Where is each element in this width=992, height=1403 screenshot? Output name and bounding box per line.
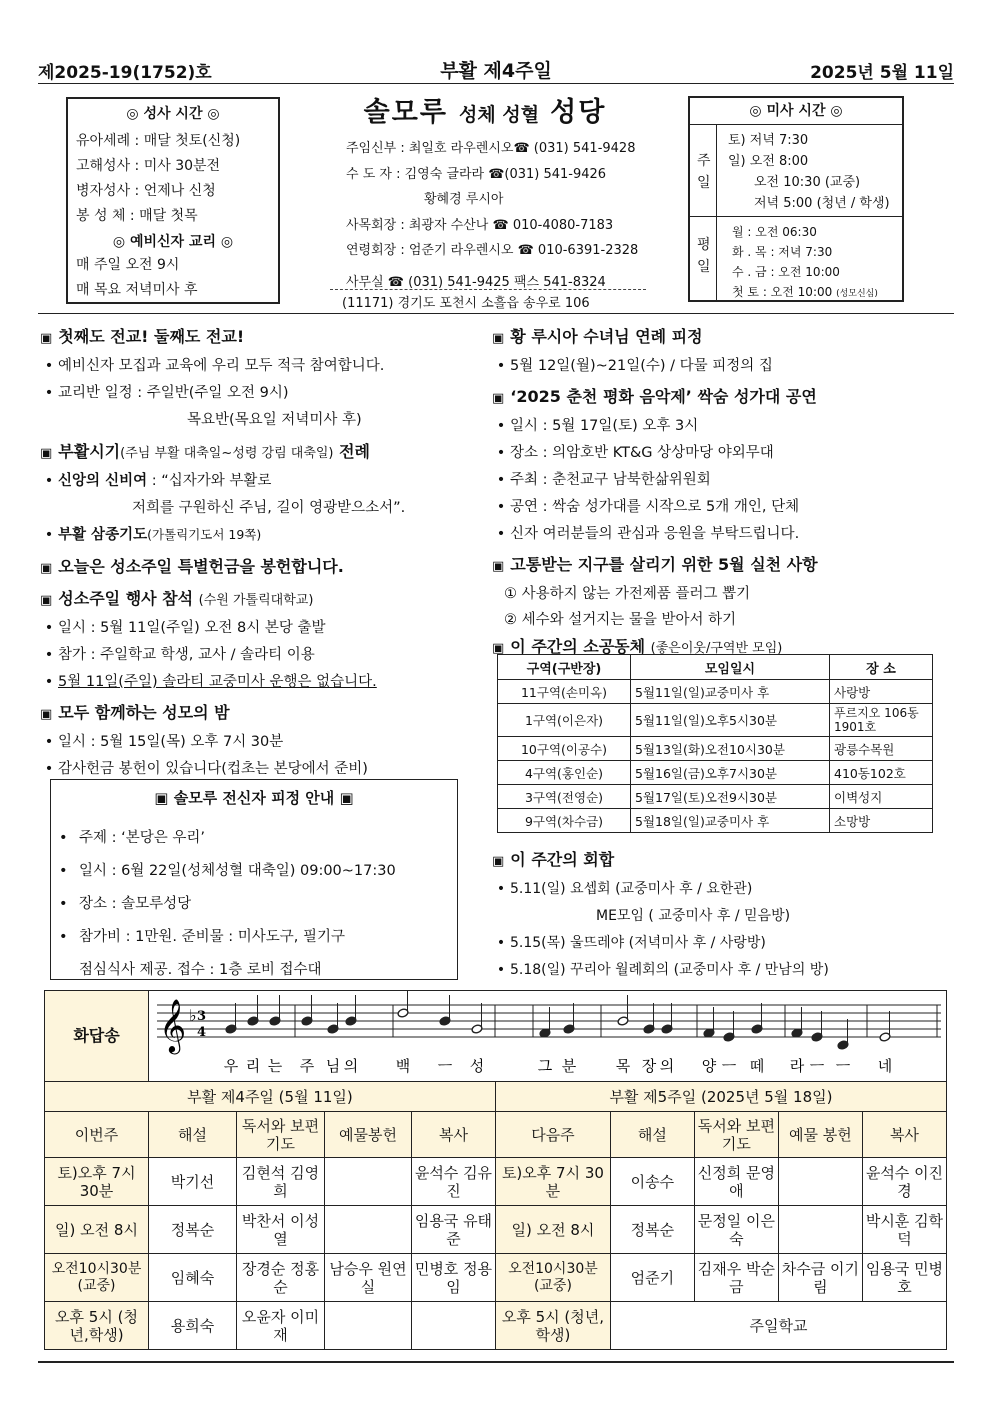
- lyric-syllable: 라: [789, 1057, 805, 1075]
- lyric-syllable: 리: [245, 1057, 261, 1075]
- list-item: • 주최 : 춘천교구 남북한삶위원회: [496, 472, 711, 488]
- table-cell: [411, 1302, 495, 1350]
- page-title: 부활 제4주일: [440, 60, 552, 82]
- table-cell: 5월11일(일)오후5시30분: [631, 704, 830, 737]
- list-item: ② 세수와 설거지는 물을 받아서 하기: [504, 612, 737, 628]
- mass-time: 수 . 금 : 오전 10:00: [732, 265, 840, 279]
- lyric-syllable: 의: [343, 1057, 359, 1075]
- lyric-syllable: 네: [877, 1057, 893, 1075]
- lyric-syllable: 성: [469, 1057, 485, 1075]
- column-header: 다음주: [495, 1112, 610, 1158]
- table-cell: 장경순 정홍순: [236, 1254, 324, 1302]
- mass-time: 일) 오전 8:00: [728, 154, 809, 169]
- psalm-score: [149, 991, 945, 1081]
- table-row: [498, 809, 933, 833]
- vocation-offering-title: ▣ 오늘은 성소주일 특별헌금을 봉헌합니다.: [40, 557, 344, 576]
- lyric-syllable: 양: [701, 1057, 717, 1075]
- table-row: [498, 761, 933, 785]
- table-cell: 민병호 정용임: [411, 1254, 495, 1302]
- table-row: [45, 1254, 947, 1302]
- nun-line-2: 황혜경 루시아: [424, 192, 504, 207]
- time-cell: 오후 5시 (청년,학생): [495, 1302, 610, 1350]
- lyric-syllable: ㅡ: [835, 1057, 851, 1075]
- table-cell: 정복순: [149, 1206, 237, 1254]
- parish-name-end: 성당: [550, 97, 607, 128]
- table-cell: [324, 1302, 411, 1350]
- weekday-label: [697, 234, 711, 278]
- marian-night-title: ▣ 모두 함께하는 성모의 밤: [40, 703, 230, 722]
- table-row: [498, 785, 933, 809]
- table-cell: 김재우 박순금: [694, 1254, 778, 1302]
- table-cell: 4구역(홍인순): [498, 761, 631, 785]
- lyric-syllable: ㅡ: [721, 1057, 737, 1075]
- list-item: • 신자 여러분들의 관심과 응원을 부탁드립니다.: [496, 526, 800, 542]
- time-cell: 일) 오전 8시: [495, 1206, 610, 1254]
- weekday-times: [732, 222, 878, 304]
- section-rule: [38, 313, 954, 314]
- time-signature-top: 3: [197, 1009, 207, 1024]
- table-cell: 이송수: [610, 1158, 694, 1206]
- table-cell: 5월16일(금)오후7시30분: [631, 761, 830, 785]
- office-line: 사무실 ☎ (031) 541-9425 팩스 541-8324: [346, 274, 606, 290]
- table-cell: 5월17일(토)오전9시30분: [631, 785, 830, 809]
- list-item: • 예비신자 모집과 교육에 우리 모두 적극 참여합니다.: [44, 358, 385, 374]
- table-cell: [324, 1206, 411, 1254]
- table-cell: 5월13일(화)오전10시30분: [631, 737, 830, 761]
- issue-date: 2025년 5월 11일: [810, 63, 954, 83]
- table-cell: 박찬서 이성열: [236, 1206, 324, 1254]
- column-header: 해설: [149, 1112, 237, 1158]
- sacrament-item: 병자성사 : 언제나 신청: [76, 183, 216, 199]
- vocation-event-title: ▣ 성소주일 행사 참석 (수원 가톨릭대학교): [40, 589, 314, 608]
- time-cell: 오전10시30분 (교중): [495, 1254, 610, 1302]
- parish-name: [290, 90, 680, 129]
- sacrament-item: 유아세례 : 매달 첫토(신청): [76, 133, 241, 149]
- table-cell: [778, 1158, 862, 1206]
- pastor-line: 주임신부 : 최일호 라우렌시오☎ (031) 541-9428: [346, 141, 636, 156]
- table-header: [498, 655, 933, 680]
- table-cell: 차수금 이기림: [778, 1254, 862, 1302]
- catechumen-list: [76, 253, 278, 303]
- column-header: 이번주: [45, 1112, 149, 1158]
- list-item: ① 사용하지 않는 가전제품 플러그 뽑기: [504, 586, 751, 602]
- list-item: • 일시 : 5월 17일(토) 오후 3시: [496, 418, 699, 434]
- music-festival-title: ▣ ‘2025 춘천 평화 음악제’ 싹숨 성가대 공연: [492, 387, 817, 406]
- mass-time: 저녁 5:00 (청년 / 학생): [754, 196, 890, 211]
- meetings-title: ▣ 이 주간의 회합: [492, 850, 615, 869]
- mass-label-divider: [716, 124, 717, 300]
- list-item: • 5월 12일(월)~21일(수) / 다물 피정의 집: [496, 358, 773, 374]
- column-header: 구역(구반장): [498, 655, 631, 680]
- column-header-row: [45, 1112, 947, 1158]
- lyric-syllable: 의: [659, 1057, 675, 1075]
- council-line: 사목회장 : 최광자 수산나 ☎ 010-4080-7183: [346, 217, 614, 233]
- table-cell: 신정희 문영애: [694, 1158, 778, 1206]
- parish-contacts: [346, 136, 638, 295]
- easter-season-title: ▣ 부활시기(주님 부활 대축일~성령 강림 대축일) 전례: [40, 442, 371, 461]
- table-cell: [324, 1158, 411, 1206]
- funeral-line: 연령회장 : 엄준기 라우렌시오 ☎ 010-6391-2328: [346, 243, 639, 258]
- list-item: • 주제 : ‘본당은 우리’: [59, 830, 205, 846]
- sacraments-list: [76, 129, 278, 229]
- table-cell: 10구역(이공수): [498, 737, 631, 761]
- table-cell: 문정일 이은숙: [694, 1206, 778, 1254]
- table-cell: 사랑방: [830, 680, 933, 704]
- column-header: 모임일시: [631, 655, 830, 680]
- list-item: • 교리반 일정 : 주일반(주일 오전 9시): [44, 385, 289, 401]
- list-item: • 일시 : 5월 15일(목) 오후 7시 30분: [44, 734, 284, 750]
- footer-rule: [38, 1361, 954, 1363]
- table-row: [498, 680, 933, 704]
- table-row: [45, 1158, 947, 1206]
- lyric-syllable: 목: [615, 1057, 631, 1075]
- lyric-syllable: 는: [267, 1057, 283, 1075]
- list-item-cont: 목요반(목요일 저녁미사 후): [187, 412, 362, 428]
- lyric-syllable: 님: [325, 1057, 341, 1075]
- mass-time: 오전 10:30 (교중): [754, 175, 861, 190]
- catechumen-title: ◎ 예비신자 교리 ◎: [112, 234, 234, 250]
- list-item: • 5.15(목) 울뜨레야 (저녁미사 후 / 사랑방): [496, 935, 766, 951]
- treble-clef-icon: 𝄞: [159, 998, 187, 1052]
- time-signature-bottom: 4: [197, 1025, 207, 1040]
- retreat-box: [50, 779, 458, 980]
- time-cell: 토)오후 7시 30분: [495, 1158, 610, 1206]
- table-cell: 5월11일(일)교중미사 후: [631, 680, 830, 704]
- column-header: 해설: [610, 1112, 694, 1158]
- week-right-header: 부활 제5주일 (2025년 5월 18일): [495, 1082, 946, 1112]
- lyric-syllable: ㅡ: [809, 1057, 825, 1075]
- parish-name-main: 솔모루: [363, 97, 448, 128]
- list-item-cont: ME모임 ( 교중미사 후 / 믿음방): [596, 908, 791, 924]
- list-item: • 5.18(일) 꾸리아 월례회의 (교중미사 후 / 만남의 방): [496, 962, 829, 978]
- time-cell: 오후 5시 (청년,학생): [45, 1302, 149, 1350]
- column-header: 독서와 보편기도: [236, 1112, 324, 1158]
- retreat-title: ▣ 솔모루 전신자 피정 안내 ▣: [154, 789, 354, 807]
- lyric-syllable: 분: [561, 1057, 577, 1075]
- week-header-row: [45, 1082, 947, 1112]
- lyric-syllable: 장: [641, 1057, 657, 1075]
- table-cell: 1구역(이은자): [498, 704, 631, 737]
- table-cell: 남승우 원연실: [324, 1254, 411, 1302]
- lyric-syllable: 우: [223, 1057, 239, 1075]
- list-item: • 공연 : 싹숨 성가대를 시작으로 5개 개인, 단체: [496, 499, 800, 515]
- table-cell: 9구역(차수금): [498, 809, 631, 833]
- column-header: 독서와 보편기도: [694, 1112, 778, 1158]
- list-item: • 장소 : 의암호반 KT&G 상상마당 야외무대: [496, 445, 774, 461]
- lyric-syllable: 주: [299, 1057, 315, 1075]
- nun-line: 수 도 자 : 김영숙 글라라 ☎(031) 541-9426: [346, 166, 607, 182]
- mass-note: (성모신심): [836, 289, 878, 299]
- list-item: • 5.11(일) 요셉회 (교중미사 후 / 요한관): [496, 881, 753, 897]
- sacraments-box: [66, 97, 280, 304]
- address-divider: [330, 289, 646, 290]
- table-cell: 오윤자 이미재: [236, 1302, 324, 1350]
- column-header: 장 소: [830, 655, 933, 680]
- sunday-label-1: 주: [697, 153, 711, 169]
- sunday-label-2: 일: [697, 175, 711, 191]
- mass-time: 토) 저녁 7:30: [728, 133, 809, 148]
- list-item: • 감사헌금 봉헌이 있습니다(컵초는 본당에서 준비): [44, 761, 368, 777]
- flat-icon: ♭: [189, 1006, 197, 1025]
- table-cell: 5월18일(일)교중미사 후: [631, 809, 830, 833]
- table-cell: [778, 1206, 862, 1254]
- table-row: [498, 704, 933, 737]
- small-community-title: ▣ 이 주간의 소공동체 (좋은이웃/구역반 모임): [492, 637, 783, 656]
- table-cell: 푸르지오 106동1901호: [830, 704, 933, 737]
- table-cell: 박시훈 김학덕: [862, 1206, 946, 1254]
- meetings-section: [492, 847, 952, 979]
- right-column: [492, 324, 952, 657]
- mass-box: [688, 96, 904, 302]
- list-item: • 일시 : 5월 11일(주일) 오전 8시 본당 출발: [44, 620, 326, 636]
- psalm-staff-cell: [149, 991, 947, 1082]
- catechumen-item: 매 목요 저녁미사 후: [76, 282, 198, 298]
- table-row: [45, 1206, 947, 1254]
- list-item: • 신앙의 신비여 : “십자가와 부활로: [44, 473, 272, 489]
- time-cell: 일) 오전 8시: [45, 1206, 149, 1254]
- list-item: • 장소 : 솔모루성당: [59, 896, 192, 912]
- column-header: 예물 봉헌: [778, 1112, 862, 1158]
- weekday-label-1: 평: [697, 237, 711, 253]
- column-header: 복사: [411, 1112, 495, 1158]
- table-cell: 임용국 민병호: [862, 1254, 946, 1302]
- table-cell: 11구역(손미옥): [498, 680, 631, 704]
- catechumen-item: 매 주일 오전 9시: [76, 257, 180, 273]
- sacraments-title: ◎ 성사 시간 ◎: [126, 106, 220, 122]
- sacrament-item: 고해성사 : 미사 30분전: [76, 158, 221, 174]
- list-item: • 5월 11일(주일) 솔라티 교중미사 운행은 없습니다.: [44, 674, 377, 690]
- list-item: • 일시 : 6월 22일(성체성혈 대축일) 09:00~17:30: [59, 863, 396, 879]
- table-row: [45, 1302, 947, 1350]
- left-column: [40, 324, 485, 778]
- weekday-label-2: 일: [697, 259, 711, 275]
- table-cell: 정복순: [610, 1206, 694, 1254]
- time-cell: 토)오후 7시 30분: [45, 1158, 149, 1206]
- community-table: [497, 654, 933, 833]
- list-item-cont: 저희를 구원하신 주님, 길이 영광받으소서”.: [132, 500, 406, 516]
- psalm-row: [45, 991, 947, 1082]
- table-cell: 주일학교: [610, 1302, 946, 1350]
- mass-section-divider: [690, 216, 902, 217]
- table-cell: 용희숙: [149, 1302, 237, 1350]
- lyric-syllable: 그: [537, 1057, 553, 1075]
- list-item: • 부활 삼종기도(가톨릭기도서 19쪽): [44, 527, 262, 543]
- time-cell: 오전10시30분 (교중): [45, 1254, 149, 1302]
- lyric-syllable: 떼: [749, 1057, 765, 1075]
- list-item: • 참가비 : 1만원. 준비물 : 미사도구, 필기구: [59, 929, 345, 945]
- table-cell: 윤석수 이진경: [862, 1158, 946, 1206]
- psalm-lyrics: [224, 1057, 893, 1075]
- week-left-header: 부활 제4주일 (5월 11일): [45, 1082, 496, 1112]
- table-cell: 김현석 김영희: [236, 1158, 324, 1206]
- psalm-label: 화답송: [45, 991, 149, 1082]
- evangelization-title: ▣ 첫째도 전교! 둘째도 전교!: [40, 327, 245, 346]
- table-cell: 박기선: [149, 1158, 237, 1206]
- table-cell: 윤석수 김유진: [411, 1158, 495, 1206]
- header-rule: [38, 83, 954, 84]
- lyric-syllable: 백: [395, 1057, 411, 1075]
- table-cell: 임혜숙: [149, 1254, 237, 1302]
- column-header: 복사: [862, 1112, 946, 1158]
- sacrament-item: 봉 성 체 : 매달 첫목: [76, 208, 198, 224]
- retreat-list: [59, 822, 457, 987]
- sunday-label: [697, 150, 711, 194]
- table-cell: 410동102호: [830, 761, 933, 785]
- lyric-syllable: ㅡ: [437, 1057, 453, 1075]
- table-cell: 엄준기: [610, 1254, 694, 1302]
- mass-time: 첫 토 : 오전 10:00: [732, 285, 833, 299]
- table-cell: 광릉수목원: [830, 737, 933, 761]
- table-row: [498, 737, 933, 761]
- roster-table: [44, 990, 947, 1350]
- table-cell: 이벽성지: [830, 785, 933, 809]
- list-item: • 참가 : 주일학교 학생, 교사 / 솔라티 이용: [44, 647, 315, 663]
- table-cell: 3구역(전영순): [498, 785, 631, 809]
- table-cell: 임용국 유태준: [411, 1206, 495, 1254]
- parish-address: (11171) 경기도 포천시 소흘읍 송우로 106: [342, 296, 590, 311]
- sunday-times: [728, 130, 890, 214]
- table-cell: 소망방: [830, 809, 933, 833]
- issue-number: 제2025-19(1752)호: [38, 63, 212, 83]
- mass-time: 월 : 오전 06:30: [732, 225, 817, 239]
- earth-action-title: ▣ 고통받는 지구를 살리기 위한 5월 실천 사항: [492, 555, 818, 574]
- parish-name-sub: 성체 성혈: [459, 104, 540, 126]
- mass-title: ◎ 미사 시간 ◎: [690, 98, 902, 125]
- retreat-nun-title: ▣ 황 루시아 수녀님 연례 피정: [492, 327, 703, 346]
- mass-time: 화 . 목 : 저녁 7:30: [732, 245, 833, 259]
- column-header: 예물봉헌: [324, 1112, 411, 1158]
- list-item-cont: 점심식사 제공. 접수 : 1층 로비 접수대: [79, 962, 322, 978]
